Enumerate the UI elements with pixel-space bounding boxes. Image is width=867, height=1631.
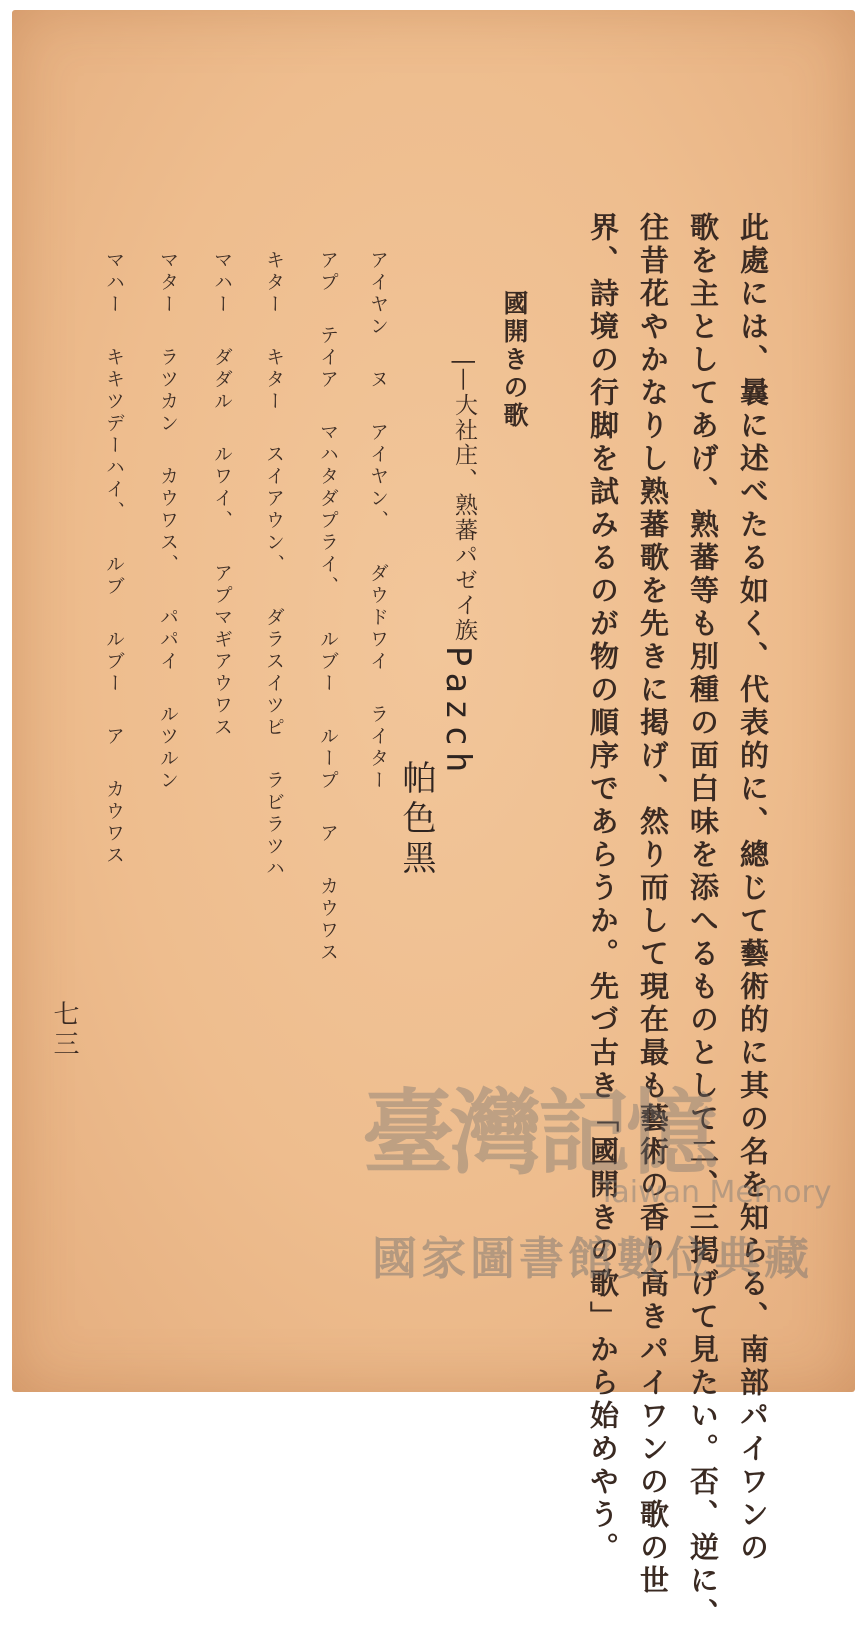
- lyric-word: マハー: [103, 250, 125, 316]
- lyric-word: ダウドワイ: [367, 563, 389, 674]
- lyric-word: パパイ: [157, 607, 179, 674]
- lyric-word: ループ: [317, 726, 339, 793]
- lyric-word: ラツカン: [157, 347, 179, 436]
- lyric-word: ラビラツハ: [263, 770, 285, 881]
- lyric-word: キキツデーハイ、: [103, 347, 125, 524]
- lyric-word: キター: [263, 347, 285, 414]
- lyric-word: ダラスイツピ: [263, 607, 285, 740]
- lyric-line-2: [318, 250, 337, 986]
- watermark-english: Taiwan Memory: [598, 1175, 832, 1210]
- lyric-word: ア: [317, 823, 339, 846]
- lyric-word: ルツルン: [157, 704, 179, 793]
- lyric-word: キター: [263, 250, 285, 316]
- lyric-word: テイア: [317, 325, 339, 392]
- lyric-word: マハタダプライ、: [317, 422, 339, 599]
- song-source: |—大社庄、熟蕃パゼイ族: [451, 358, 477, 643]
- lyric-word: ルブー: [103, 629, 125, 696]
- song-title: 國開きの歌: [500, 290, 529, 430]
- body-text-line-3: 往昔花やかなりし熟蕃歌を先きに掲げ、然り而して現在最も藝術の香り高きパイワンの歌の世: [636, 212, 670, 1598]
- lyric-word: アイヤン、: [367, 422, 389, 533]
- watermark-library: 國家圖書館數位典藏: [372, 1232, 814, 1285]
- lyric-word: ア: [103, 726, 125, 749]
- lyric-word: ルブ: [103, 554, 125, 599]
- lyric-word: ダダル: [211, 347, 233, 414]
- lyric-word: アイヤン: [367, 250, 389, 338]
- lyric-word: アプマギアウワス: [211, 563, 233, 740]
- watermark-logo: 臺灣記憶: [362, 1079, 715, 1187]
- handwritten-note-roman: Pazch: [438, 646, 478, 779]
- lyric-word: マター: [157, 250, 179, 316]
- body-text-line-1: 此處には、曩に述べたる如く、代表的に、總じて藝術的に其の名を知らる、南部パイワンの: [736, 212, 770, 1565]
- lyric-word: ヌ: [367, 369, 389, 392]
- lyric-line-3: [264, 250, 283, 902]
- body-text-line-4: 界、詩境の行脚を試みるのが物の順序であらうか。先づ古き「國開きの歌」から始めやう。: [586, 212, 620, 1565]
- lyric-word: ルワイ、: [211, 444, 233, 533]
- lyric-word: カウワス、: [157, 466, 179, 577]
- lyric-word: カウワス: [317, 876, 339, 965]
- handwritten-note-kanji: 帕色黑: [396, 760, 436, 880]
- body-text-line-2: 歌を主としてあげ、熟蕃等も別種の面白味を添へるものとして二、三掲げて見たい。否、逆に、: [686, 212, 720, 1631]
- lyric-word: スイアウン、: [263, 444, 285, 577]
- lyric-line-6: [104, 250, 123, 889]
- lyric-word: ライター: [367, 704, 389, 793]
- lyric-line-4: [212, 250, 231, 761]
- lyric-word: マハー: [211, 250, 233, 316]
- lyric-line-5: [158, 250, 177, 814]
- lyric-word: アプ: [317, 250, 339, 294]
- lyric-word: カウワス: [103, 779, 125, 868]
- lyric-line-1: [368, 250, 387, 814]
- page-number: 七三: [49, 1000, 79, 1060]
- lyric-word: ルブー: [317, 629, 339, 696]
